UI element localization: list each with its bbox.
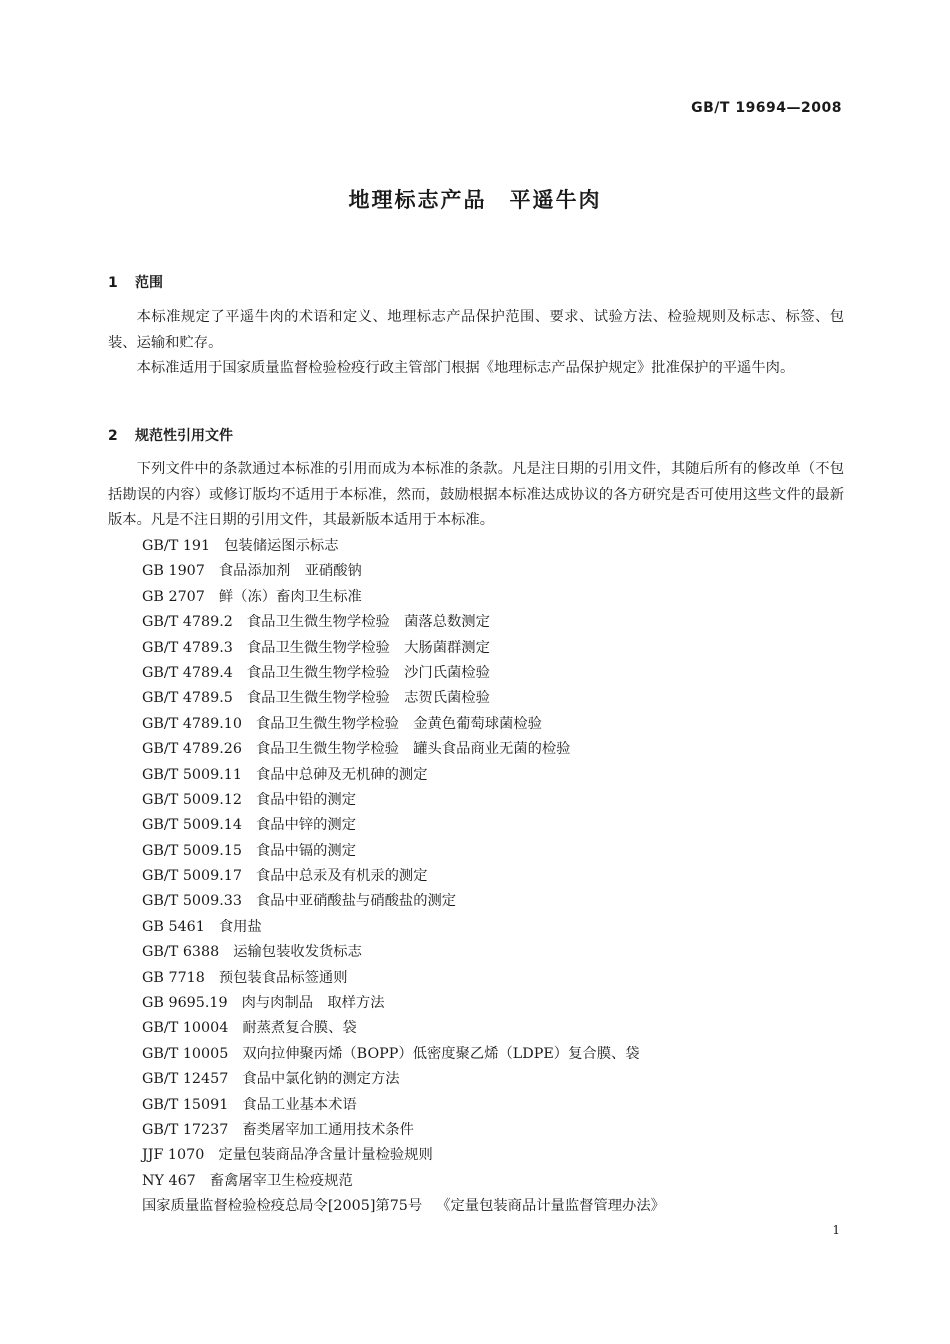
reference-item xyxy=(142,813,665,838)
reference-code: GB/T 6388 xyxy=(142,944,220,961)
reference-title: 食用盐 xyxy=(218,918,262,935)
reference-item xyxy=(142,534,665,559)
reference-item xyxy=(142,686,665,711)
reference-title: 食品添加剂 亚硝酸钠 xyxy=(218,563,362,580)
reference-code: GB 7718 xyxy=(142,969,205,986)
reference-title: 食品卫生微生物学检验 菌落总数测定 xyxy=(246,614,490,631)
reference-item xyxy=(142,1194,665,1219)
reference-title: 食品中总汞及有机汞的测定 xyxy=(255,868,428,885)
reference-code: GB/T 5009.33 xyxy=(142,893,242,910)
reference-item xyxy=(142,1143,665,1168)
reference-title: 食品中亚硝酸盐与硝酸盐的测定 xyxy=(255,893,457,910)
reference-code: GB/T 4789.2 xyxy=(142,614,233,631)
reference-title: 食品中总砷及无机砷的测定 xyxy=(255,766,428,783)
section-heading-normative-references xyxy=(108,425,233,445)
reference-item xyxy=(142,1093,665,1118)
reference-code: GB/T 10004 xyxy=(142,1020,229,1037)
reference-code: GB 1907 xyxy=(142,563,205,580)
reference-code: GB 5461 xyxy=(142,918,205,935)
reference-item xyxy=(142,915,665,940)
reference-title: 畜禽屠宰卫生检疫规范 xyxy=(209,1172,353,1189)
reference-item xyxy=(142,991,665,1016)
references-intro-paragraph: 下列文件中的条款通过本标准的引用而成为本标准的条款。凡是注日期的引用文件，其随后所有的修改单（不包括勘误的内容）或修订版均不适用于本标准，然而，鼓励根据本标准达成协议的各方研究是否可使用这些文件的最新版本。凡是不注日期的引用文件，其最新版本适用于本标准。 xyxy=(108,461,844,528)
reference-code: GB 9695.19 xyxy=(142,995,228,1012)
reference-list xyxy=(142,534,665,1220)
reference-code: GB/T 5009.15 xyxy=(142,842,242,859)
reference-item xyxy=(142,1067,665,1092)
section-title: 范围 xyxy=(135,275,163,291)
reference-item xyxy=(142,940,665,965)
reference-item xyxy=(142,610,665,635)
reference-title: 耐蒸煮复合膜、袋 xyxy=(242,1020,357,1037)
reference-title: 食品中锌的测定 xyxy=(255,817,357,834)
reference-item xyxy=(142,585,665,610)
reference-item xyxy=(142,712,665,737)
reference-title: 双向拉伸聚丙烯（BOPP）低密度聚乙烯（LDPE）复合膜、袋 xyxy=(242,1045,640,1062)
reference-item xyxy=(142,1016,665,1041)
section-number: 1 xyxy=(108,275,118,291)
reference-item xyxy=(142,763,665,788)
reference-title: 食品中铅的测定 xyxy=(255,791,357,808)
reference-code: GB 2707 xyxy=(142,588,205,605)
reference-item xyxy=(142,636,665,661)
section-title: 规范性引用文件 xyxy=(135,428,233,444)
reference-code: GB/T 5009.14 xyxy=(142,817,242,834)
reference-title: 运输包装收发货标志 xyxy=(233,944,362,961)
reference-item xyxy=(142,559,665,584)
reference-code: GB/T 4789.10 xyxy=(142,715,242,732)
reference-title: 食品卫生微生物学检验 志贺氏菌检验 xyxy=(246,690,490,707)
reference-code: GB/T 5009.17 xyxy=(142,868,242,885)
reference-code: GB/T 5009.11 xyxy=(142,766,242,783)
reference-title: 鲜（冻）畜肉卫生标准 xyxy=(218,588,362,605)
scope-paragraph-1: 本标准规定了平遥牛肉的术语和定义、地理标志产品保护范围、要求、试验方法、检验规则及标志、标签、包装、运输和贮存。 xyxy=(108,309,844,351)
reference-title: 食品中镉的测定 xyxy=(255,842,357,859)
reference-code: JJF 1070 xyxy=(142,1147,205,1164)
reference-code: GB/T 10005 xyxy=(142,1045,229,1062)
reference-title: 食品卫生微生物学检验 金黄色葡萄球菌检验 xyxy=(255,715,542,732)
reference-item xyxy=(142,864,665,889)
reference-item xyxy=(142,889,665,914)
reference-item xyxy=(142,1169,665,1194)
reference-title: 定量包装商品净含量计量检验规则 xyxy=(218,1147,433,1164)
reference-item xyxy=(142,1042,665,1067)
reference-code: 国家质量监督检验检疫总局令[2005]第75号 xyxy=(142,1198,423,1215)
reference-title: 包装储运图示标志 xyxy=(224,538,339,554)
reference-title: 畜类屠宰加工通用技术条件 xyxy=(242,1121,414,1138)
reference-code: GB/T 12457 xyxy=(142,1071,229,1088)
reference-item xyxy=(142,661,665,686)
reference-title: 食品卫生微生物学检验 罐头食品商业无菌的检验 xyxy=(255,741,571,758)
page-number: 1 xyxy=(832,1223,840,1237)
reference-code: NY 467 xyxy=(142,1172,196,1189)
reference-item xyxy=(142,1118,665,1143)
reference-item xyxy=(142,966,665,991)
reference-title: 肉与肉制品 取样方法 xyxy=(241,995,385,1012)
section-heading-scope xyxy=(108,272,163,292)
reference-item xyxy=(142,839,665,864)
reference-title: 食品卫生微生物学检验 沙门氏菌检验 xyxy=(246,664,490,681)
reference-title: 食品中氯化钠的测定方法 xyxy=(242,1071,400,1088)
reference-item xyxy=(142,737,665,762)
reference-title: 预包装食品标签通则 xyxy=(218,969,348,986)
reference-code: GB/T 17237 xyxy=(142,1121,229,1138)
reference-code: GB/T 4789.4 xyxy=(142,664,233,681)
reference-code: GB/T 15091 xyxy=(142,1096,229,1113)
reference-title: 《定量包装商品计量监督管理办法》 xyxy=(436,1198,665,1215)
reference-title: 食品卫生微生物学检验 大肠菌群测定 xyxy=(246,639,490,656)
section-number: 2 xyxy=(108,428,118,444)
reference-code: GB/T 5009.12 xyxy=(142,791,242,808)
reference-code: GB/T 4789.26 xyxy=(142,741,242,758)
document-title: 地理标志产品 平遥牛肉 xyxy=(348,188,602,212)
standard-code: GB/T 19694—2008 xyxy=(691,100,842,116)
scope-paragraph-2: 本标准适用于国家质量监督检验检疫行政主管部门根据《地理标志产品保护规定》批准保护的平遥牛肉。 xyxy=(136,360,795,376)
reference-code: GB/T 191 xyxy=(142,538,211,554)
reference-title: 食品工业基本术语 xyxy=(242,1096,357,1113)
reference-item xyxy=(142,788,665,813)
reference-code: GB/T 4789.5 xyxy=(142,690,233,707)
reference-code: GB/T 4789.3 xyxy=(142,639,233,656)
